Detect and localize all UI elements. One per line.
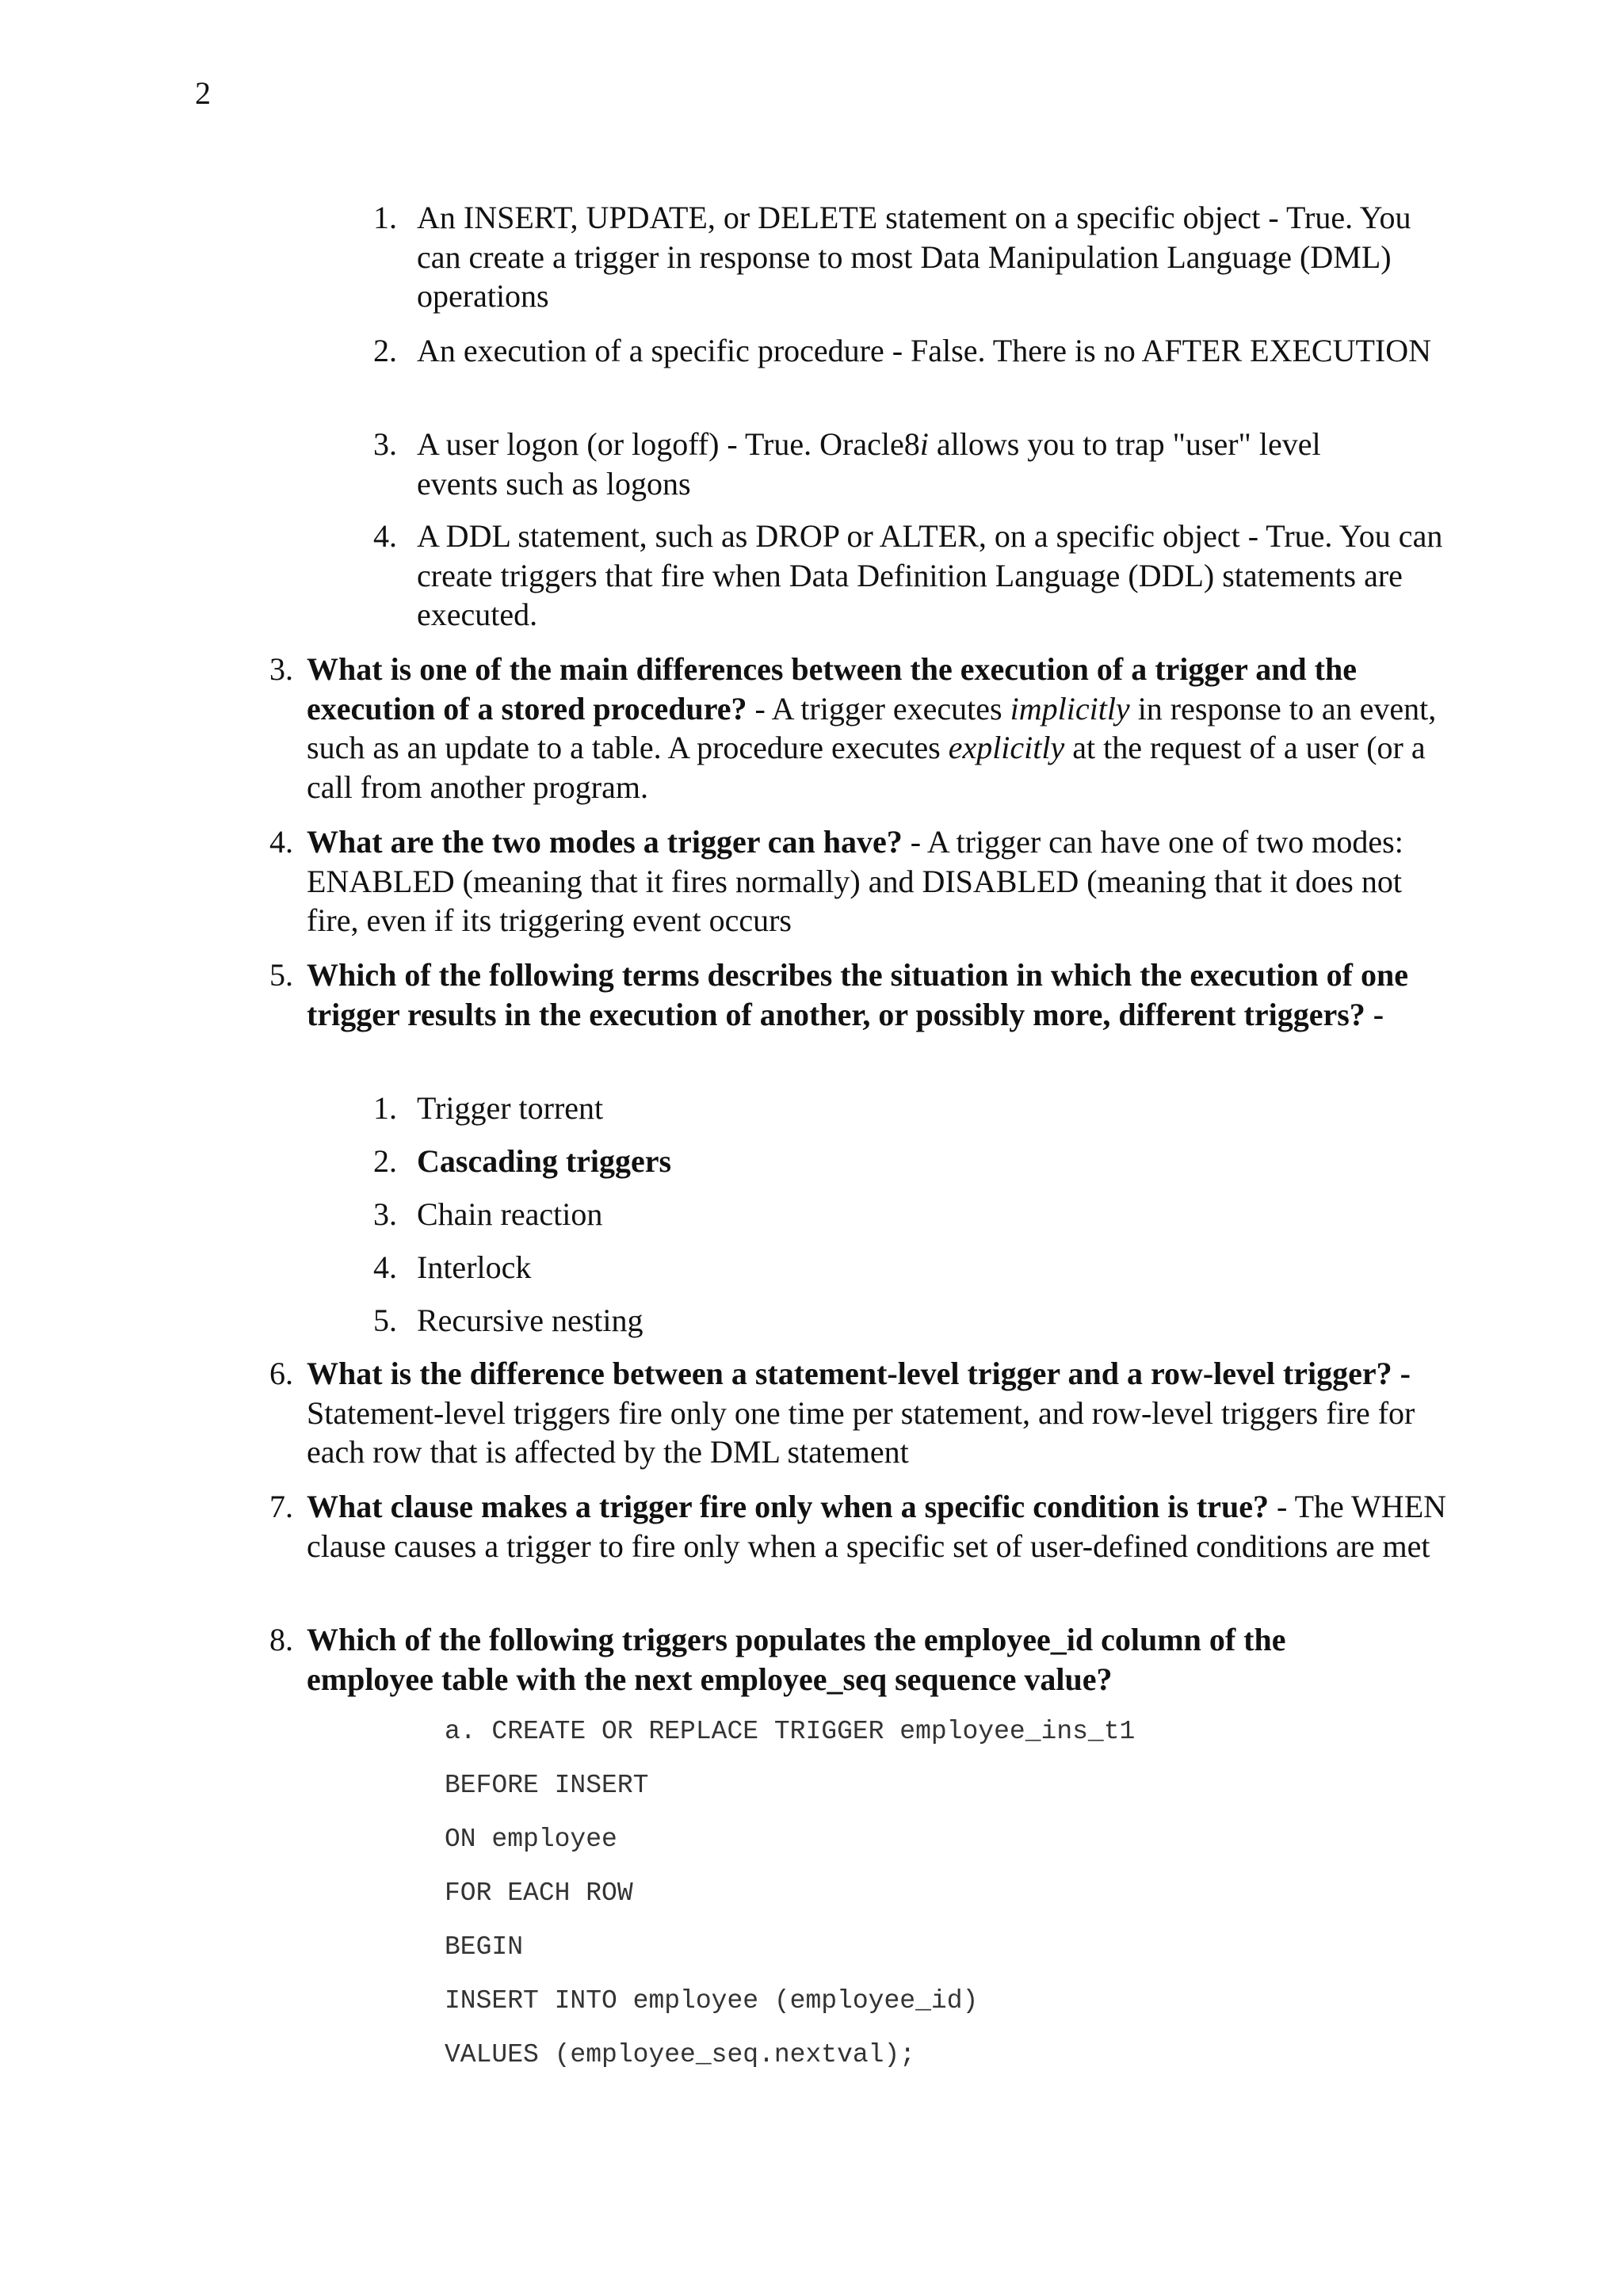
item-number: 2. [373,1143,397,1179]
item-text: A DDL statement, such as DROP or ALTER, on a specific object - True. You can create triggers that fire when Data Definition Language (DDL) statements are executed. [417,518,1443,632]
code-line: INSERT INTO employee (employee_id) [445,1986,979,2016]
item-text: An INSERT, UPDATE, or DELETE statement on a specific object - True. You can create a trigger in response to most Data Manipulation Language (DML) operations [417,200,1411,314]
item-number: 2. [373,333,397,368]
question-number: 4. [269,824,293,860]
question-number: 3. [269,651,293,687]
question-text: What is the difference between a statement-level trigger and a row-level trigger? - Statement-level triggers fire only one time per statement, and row-level triggers fire for each row that is affected by the DML statement [307,1356,1415,1470]
page-number: 2 [195,75,211,111]
question-text: What is one of the main differences between the execution of a trigger and the execution of a stored procedure? - A trigger executes implicitly in response to an event, such as an update to a table. A procedure executes explicitly at the request of a user (or a call from another program. [307,651,1437,805]
question-number: 5. [269,957,293,993]
item-number: 3. [373,426,397,462]
item-number: 5. [373,1302,397,1338]
item-text: Interlock [417,1249,532,1285]
code-line: BEFORE INSERT [445,1771,649,1800]
item-text: A user logon (or logoff) - True. Oracle8i allows you to trap "user" level events such as logons [417,426,1321,502]
item-number: 1. [373,1090,397,1126]
code-line: ON employee [445,1825,617,1854]
item-text-correct: Cascading triggers [417,1143,672,1179]
question-text: Which of the following terms describes the situation in which the execution of one trigger results in the execution of another, or possibly more, different triggers? - [307,957,1408,1032]
question-number: 8. [269,1622,293,1657]
code-line: a. CREATE OR REPLACE TRIGGER employee_ins_t1 [445,1717,1136,1746]
item-text: Recursive nesting [417,1302,643,1338]
item-text: Chain reaction [417,1196,603,1232]
item-number: 4. [373,1249,397,1285]
item-number: 3. [373,1196,397,1232]
question-text: What are the two modes a trigger can have? - A trigger can have one of two modes: ENABLED (meaning that it fires normally) and DISABLED (meaning that it does not fire, even if its triggering event occurs [307,824,1403,938]
question-number: 7. [269,1489,293,1524]
item-number: 1. [373,200,397,235]
question-number: 6. [269,1356,293,1391]
item-text: Trigger torrent [417,1090,604,1126]
question-text: What clause makes a trigger fire only when a specific condition is true? - The WHEN clause causes a trigger to fire only when a specific set of user-defined conditions are met [307,1489,1447,1564]
code-line: VALUES (employee_seq.nextval); [445,2040,916,2069]
question-text: Which of the following triggers populates the employee_id column of the employee table with the next employee_seq sequence value? [307,1622,1286,1697]
code-line: BEGIN [445,1932,524,1962]
item-number: 4. [373,518,397,554]
item-text: An execution of a specific procedure - False. There is no AFTER EXECUTION [417,333,1432,368]
code-line: FOR EACH ROW [445,1878,633,1908]
